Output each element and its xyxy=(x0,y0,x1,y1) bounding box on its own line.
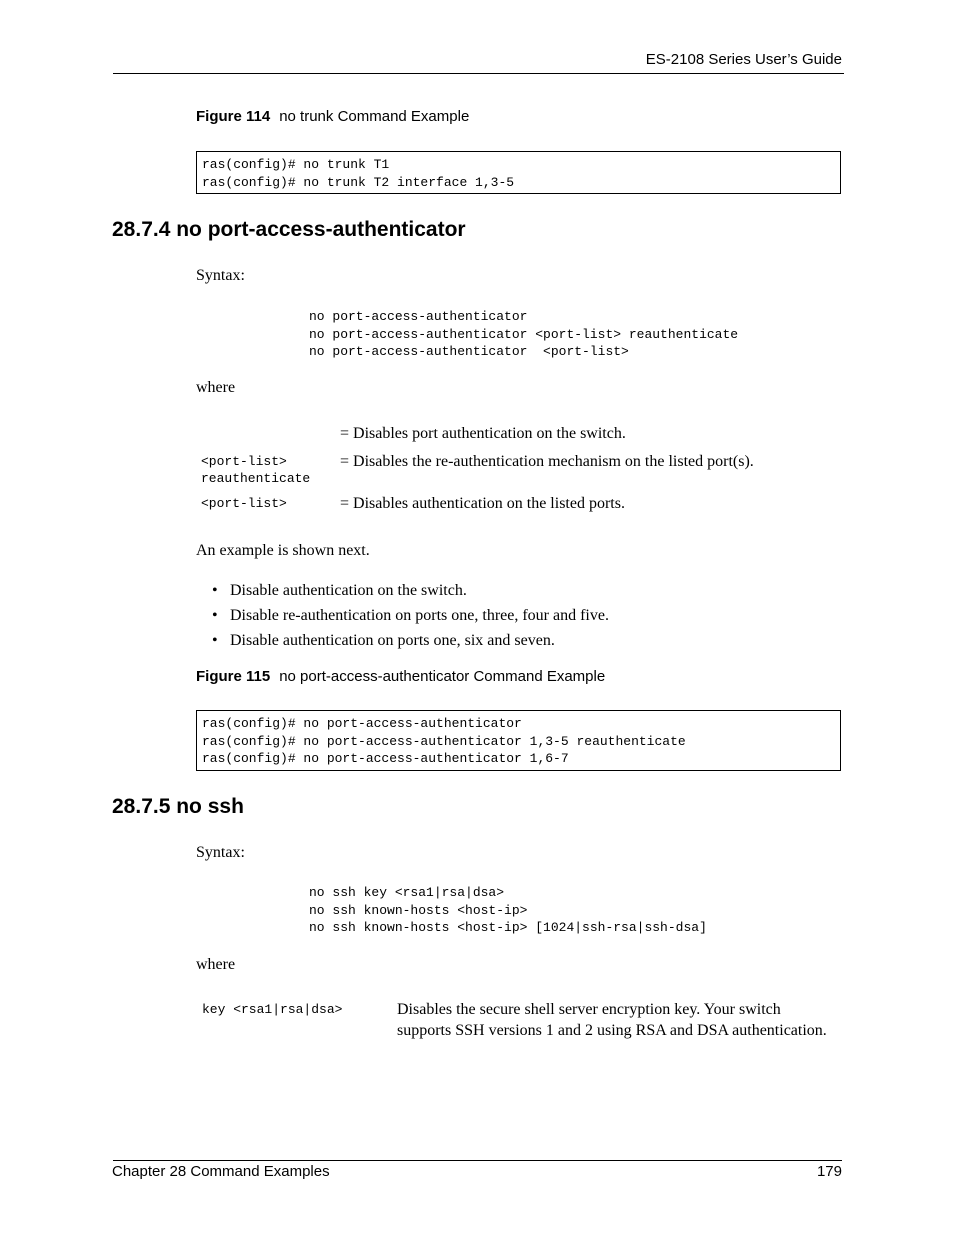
figure-114-caption xyxy=(196,108,469,125)
syntax-line: no ssh known-hosts <host-ip> xyxy=(309,902,528,918)
figure-114-caption-text: no trunk Command Example xyxy=(279,108,470,125)
syntax-block xyxy=(309,884,707,937)
syntax-line: no ssh known-hosts <host-ip> [1024|ssh-rsa|ssh-dsa] xyxy=(309,920,707,935)
bullet-icon: • xyxy=(212,607,218,624)
syntax-line: no port-access-authenticator <port-list> reauthenticate xyxy=(309,326,739,342)
bullet-list xyxy=(212,580,609,655)
syntax-line: no port-access-authenticator xyxy=(309,309,528,324)
param-description: Disables the secure shell server encryption key. Your switch supports SSH versions 1 and 2 using RSA and DSA authentication. xyxy=(397,1001,827,1039)
example-intro: An example is shown next. xyxy=(196,542,370,559)
section-heading-28-7-4: 28.7.4 no port-access-authenticator xyxy=(112,218,466,241)
where-label: where xyxy=(196,379,236,396)
page-number: 179 xyxy=(816,1163,842,1180)
code-line: ras(config)# no trunk T1 xyxy=(202,157,390,172)
list-item: • Disable re-authentication on ports one, three, four and five. xyxy=(212,605,609,630)
running-footer xyxy=(0,1155,954,1195)
bullet-icon: • xyxy=(212,632,218,649)
footer-chapter: Chapter 28 Command Examples xyxy=(112,1163,330,1180)
list-item: • Disable authentication on ports one, six and seven. xyxy=(212,630,609,655)
figure-115-code-box xyxy=(196,710,841,771)
header-rule xyxy=(113,73,844,74)
param-description: = Disables authentication on the listed ports. xyxy=(340,495,625,512)
param-description: = Disables the re-authentication mechanism on the listed port(s). xyxy=(340,453,754,470)
code-line: ras(config)# no port-access-authenticator 1,3-5 reauthenticate xyxy=(202,733,686,749)
figure-115-label: Figure 115 xyxy=(196,668,271,685)
syntax-label: Syntax: xyxy=(196,267,245,284)
footer-rule xyxy=(113,1160,842,1161)
param-description: = Disables port authentication on the switch. xyxy=(340,425,626,442)
bullet-icon: • xyxy=(212,582,218,599)
figure-114-code-box xyxy=(196,151,841,194)
figure-115-caption-text: no port-access-authenticator Command Example xyxy=(279,668,606,685)
code-line: ras(config)# no port-access-authenticator xyxy=(202,716,522,731)
syntax-label: Syntax: xyxy=(196,844,245,861)
running-header xyxy=(0,0,954,80)
param-term: key <rsa1|rsa|dsa> xyxy=(202,1002,343,1017)
param-term: <port-list> xyxy=(201,496,287,511)
section-heading-28-7-5: 28.7.5 no ssh xyxy=(112,795,244,818)
param-term: <port-list> reauthenticate xyxy=(201,454,311,486)
syntax-line: no port-access-authenticator <port-list> xyxy=(309,344,629,359)
where-label: where xyxy=(196,956,236,973)
code-line: ras(config)# no port-access-authenticator 1,6-7 xyxy=(202,751,569,766)
figure-115-caption xyxy=(196,668,605,685)
figure-114-label: Figure 114 xyxy=(196,108,271,125)
list-item: • Disable authentication on the switch. xyxy=(212,580,609,605)
syntax-line: no ssh key <rsa1|rsa|dsa> xyxy=(309,885,505,900)
syntax-block xyxy=(309,308,738,361)
guide-title: ES-2108 Series User’s Guide xyxy=(645,51,842,68)
code-line: ras(config)# no trunk T2 interface 1,3-5 xyxy=(202,174,515,190)
